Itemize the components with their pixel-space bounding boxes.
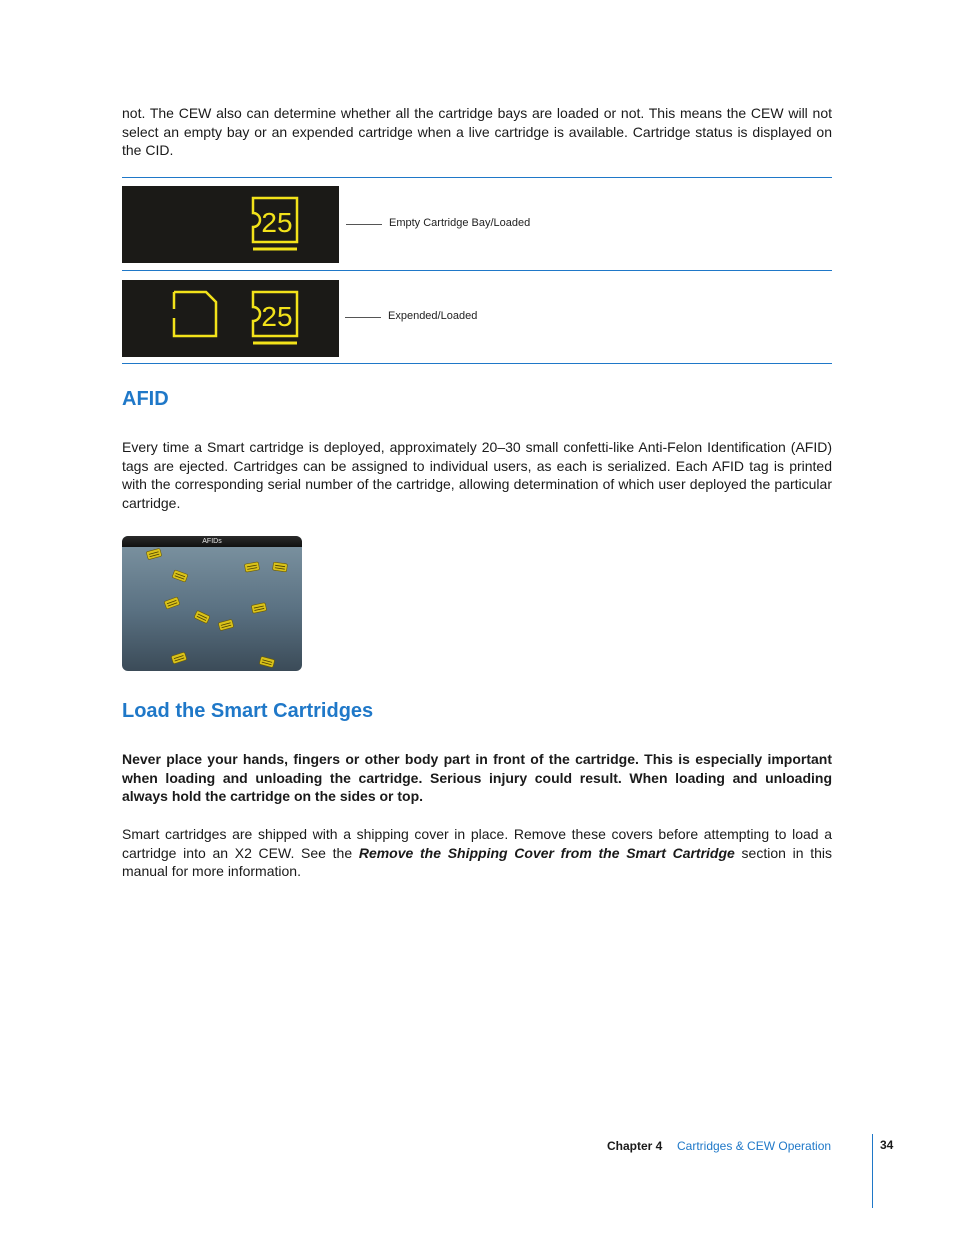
safety-warning: Never place your hands, fingers or other body part in front of the cartridge. This is especially important when loading and unloading the cartridge. Serious injury could result. When loading and unloading always hold the cartridge on the sides or top.	[122, 751, 832, 805]
paragraph-text: section in this manual for more information.	[122, 844, 832, 880]
callout-leader-line	[345, 317, 381, 318]
cartridge-loaded-icon	[122, 186, 339, 263]
footer-chapter-title: Cartridges & CEW Operation	[677, 1139, 832, 1153]
afid-heading: AFID	[122, 388, 169, 410]
expended-cartridge-icon	[174, 292, 216, 336]
paragraph-text: Smart cartridges are shipped with a shipping cover in place. Remove these covers before attempting to load a cartridge into an X2 CEW. See the	[122, 826, 832, 861]
intro-paragraph: not. The CEW also can determine whether all the cartridge bays are loaded or not. This means the CEW will not select an empty bay or an expended cartridge when a live cartridge is available. Cartridge status is displayed on the CID.	[122, 105, 832, 159]
figure-middle-rule	[122, 270, 832, 271]
footer-chapter-label: Chapter 4	[607, 1139, 663, 1153]
page-number: 34	[880, 1138, 894, 1152]
afid-image	[122, 536, 302, 671]
figure-bottom-rule	[122, 363, 832, 364]
cid-display-expended	[122, 280, 339, 357]
figure-top-rule	[122, 177, 832, 178]
round-count-text: 25	[261, 301, 293, 332]
afid-paragraph: Every time a Smart cartridge is deployed, approximately 20–30 small confetti-like Anti-Felon Identification (AFID) tags are ejected. Cartridges can be assigned to individual users, as each is serialized. Each AFID tag is printed with the corresponding serial number of the cartridge, allowing determination of which user deployed the particular cartridge.	[122, 439, 832, 511]
cid-display-empty-bay	[122, 186, 339, 263]
afid-confetti-tags	[122, 536, 302, 671]
load-cartridges-heading: Load the Smart Cartridges	[122, 700, 374, 722]
section-reference: Remove the Shipping Cover from the Smart Cartridge	[358, 844, 735, 861]
cartridge-status-icons	[122, 280, 339, 357]
callout-leader-line	[346, 224, 382, 225]
round-count-text: 25	[261, 207, 293, 238]
shipping-cover-paragraph	[122, 825, 832, 881]
afid-image-title: AFIDs	[122, 536, 302, 547]
callout-empty-bay-loaded: Empty Cartridge Bay/Loaded	[389, 217, 531, 229]
callout-expended-loaded: Expended/Loaded	[388, 310, 478, 322]
footer-divider	[872, 1134, 873, 1208]
